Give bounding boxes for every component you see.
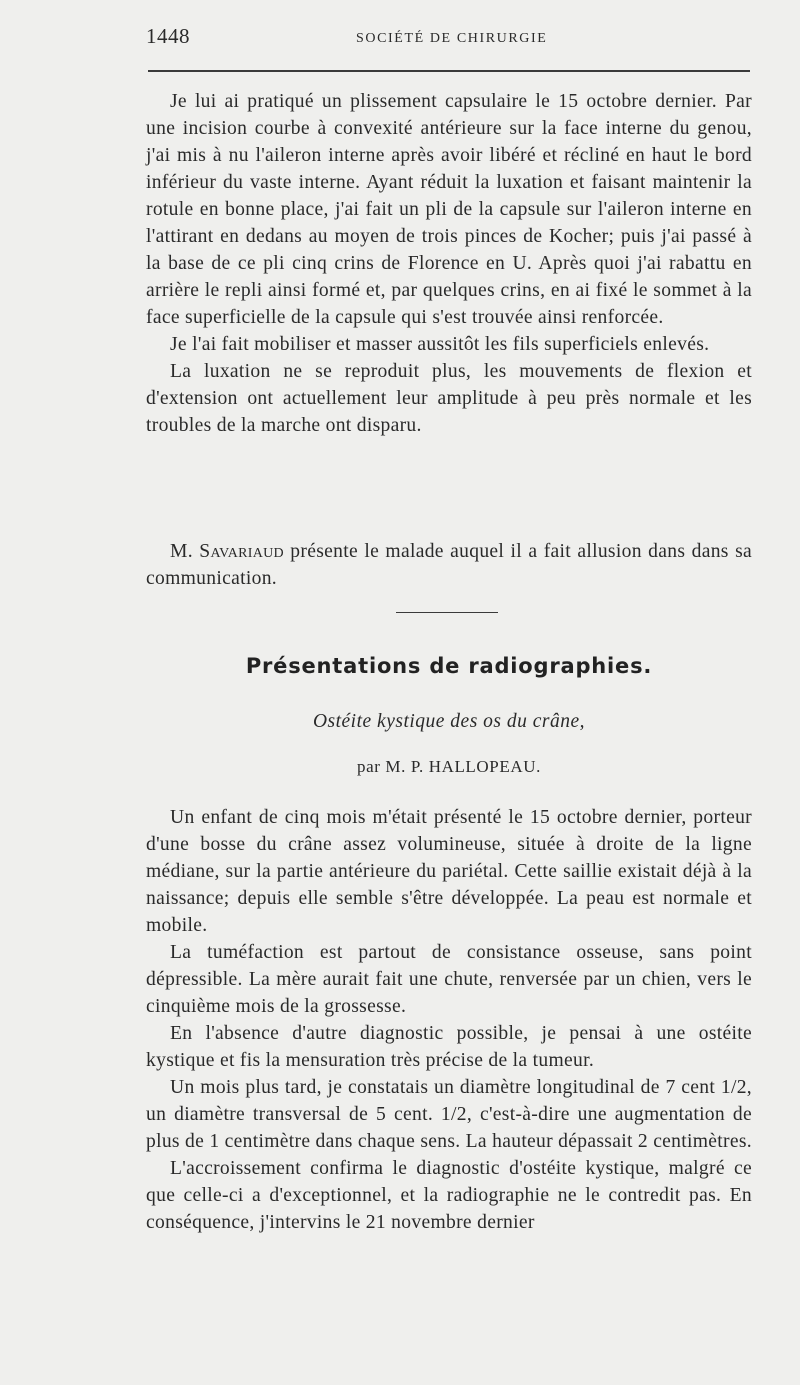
article-body <box>146 804 752 1236</box>
article-subtitle: Ostéite kystique des os du crâne, <box>312 711 586 732</box>
section-divider <box>396 612 498 613</box>
paragraph: Un mois plus tard, je constatais un diamètre longitudinal de 7 cent 1/2, un diamètre transversal de 5 cent. 1/2, c'est-à-dire une augmentation de plus de 1 centimètre dans chaque sens. La hauteur dépassait 2 centimètres. <box>146 1077 752 1152</box>
presentation-text: présente le malade auquel il a fait allusion dans dans sa communication. <box>146 541 752 589</box>
page-header <box>146 24 750 58</box>
paragraph: Un enfant de cinq mois m'était présenté le 15 octobre dernier, porteur d'une bosse du crâne assez volumineuse, située à droite de la ligne médiane, sur la partie antérieure du pariétal. Cette saillie existait déjà à la naissance; depuis elle semble s'être développée. La peau est normale et mobile. <box>146 807 752 936</box>
paragraph <box>146 538 752 592</box>
presenter-name: Savariaud <box>199 541 284 562</box>
header-rule <box>148 70 750 72</box>
author-byline: par M. P. HALLOPEAU. <box>357 757 541 776</box>
paragraph: Je l'ai fait mobiliser et masser aussitôt les fils superficiels enlevés. <box>170 334 710 355</box>
case-report-text <box>146 88 752 439</box>
paragraph: Je lui ai pratiqué un plissement capsulaire le 15 octobre dernier. Par une incision courbe à convexité antérieure sur la face interne du genou, j'ai mis à nu l'aileron interne après avoir libéré et récliné en haut le bord inférieur du vaste interne. Ayant réduit la luxation et faisant maintenir la rotule en bonne place, j'ai fait un pli de la capsule sur l'aileron interne en l'attirant en dedans au moyen de trois pinces de Kocher; puis j'ai passé à la base de ce pli cinq crins de Florence en U. Après quoi j'ai rabattu en arrière le repli ainsi formé et, par quelques crins, en ai fixé le sommet à la face superficielle de la capsule qui s'est trouvée ainsi renforcée. <box>146 91 752 328</box>
paragraph: La luxation ne se reproduit plus, les mouvements de flexion et d'extension ont actuellement leur amplitude à peu près normale et les troubles de la marche ont disparu. <box>146 361 752 436</box>
paragraph: La tuméfaction est partout de consistance osseuse, sans point dépressible. La mère aurait fait une chute, renversée par un chien, vers le cinquième mois de la grossesse. <box>146 942 752 1017</box>
presentation-prefix: M. <box>170 541 193 562</box>
page-number: 1448 <box>146 24 190 48</box>
paragraph: L'accroissement confirma le diagnostic d'ostéite kystique, malgré ce que celle-ci a d'exceptionnel, et la radiographie ne le contredit pas. En conséquence, j'intervins le 21 novembre dernier <box>146 1158 752 1233</box>
running-head: SOCIÉTÉ DE CHIRURGIE <box>356 31 548 46</box>
section-title: Présentations de radiographies. <box>245 654 653 678</box>
presentation-note <box>146 538 752 592</box>
paragraph: En l'absence d'autre diagnostic possible, je pensai à une ostéite kystique et fis la mensuration très précise de la tumeur. <box>146 1023 752 1071</box>
